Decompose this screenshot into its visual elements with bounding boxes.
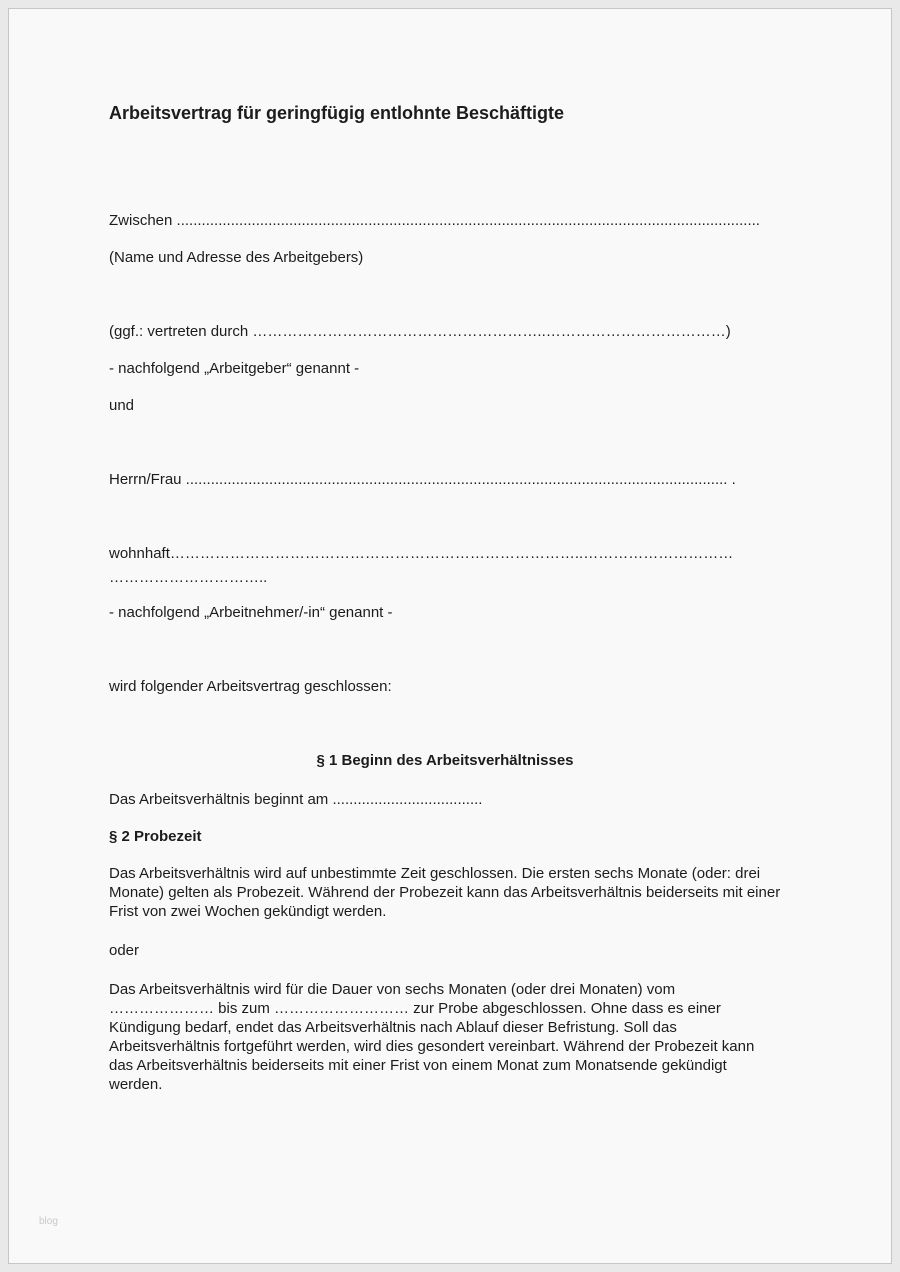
line-contract-intro: wird folgender Arbeitsvertrag geschlossen:: [109, 678, 392, 695]
page-title: Arbeitsvertrag für geringfügig entlohnte Beschäftigte: [109, 103, 565, 123]
line-employee-name-blank: Herrn/Frau .................................................................................................................................. .: [109, 471, 736, 488]
line-employer-designation: - nachfolgend „Arbeitgeber“ genannt -: [109, 360, 360, 377]
section-heading-2: § 2 Probezeit: [109, 828, 202, 845]
line-oder: oder: [109, 942, 140, 959]
watermark: blog: [39, 1216, 58, 1227]
section-heading-1: § 1 Beginn des Arbeitsverhältnisses: [316, 752, 574, 769]
line-employer-name-hint: (Name und Adresse des Arbeitgebers): [109, 249, 364, 266]
line-employee-designation: - nachfolgend „Arbeitnehmer/-in“ genannt -: [109, 604, 393, 621]
document-content: [9, 9, 891, 1094]
paragraph-probation-fixed-term: Das Arbeitsverhältnis wird für die Dauer von sechs Monaten (oder drei Monaten) vom ………………… bis zum ……………………… zur Probe abgeschlossen. Ohne dass es einer Kündigung bedarf, endet das Arbeitsverhältnis nach Ablauf dieser Befristung. Soll das Arbeitsverhältnis fortgeführt werden, wird dies gesondert vereinbart. Während der Probezeit kann das Arbeitsverhältnis beiderseits mit einer Frist von einem Monat zum Monatsende gekündigt werden.: [109, 981, 755, 1093]
line-address-blank-2: …………………………..: [109, 569, 268, 586]
line-address-blank-1: wohnhaft………………………………………………………………………..…………………………: [109, 545, 734, 562]
line-start-date-blank: Das Arbeitsverhältnis beginnt am ....................................: [109, 791, 483, 808]
line-represented-by-blank: (ggf.: vertreten durch …………………………………………………..………………………………): [109, 323, 731, 340]
document-page: [8, 8, 892, 1264]
line-und: und: [109, 397, 135, 414]
line-zwischen-blank: Zwischen ............................................................................................................................................: [109, 212, 760, 229]
paragraph-probation-indefinite: Das Arbeitsverhältnis wird auf unbestimmte Zeit geschlossen. Die ersten sechs Monate (oder: drei Monate) gelten als Probezeit. Während der Probezeit kann das Arbeitsverhältnis beiderseits mit einer Frist von zwei Wochen gekündigt werden.: [109, 865, 781, 920]
